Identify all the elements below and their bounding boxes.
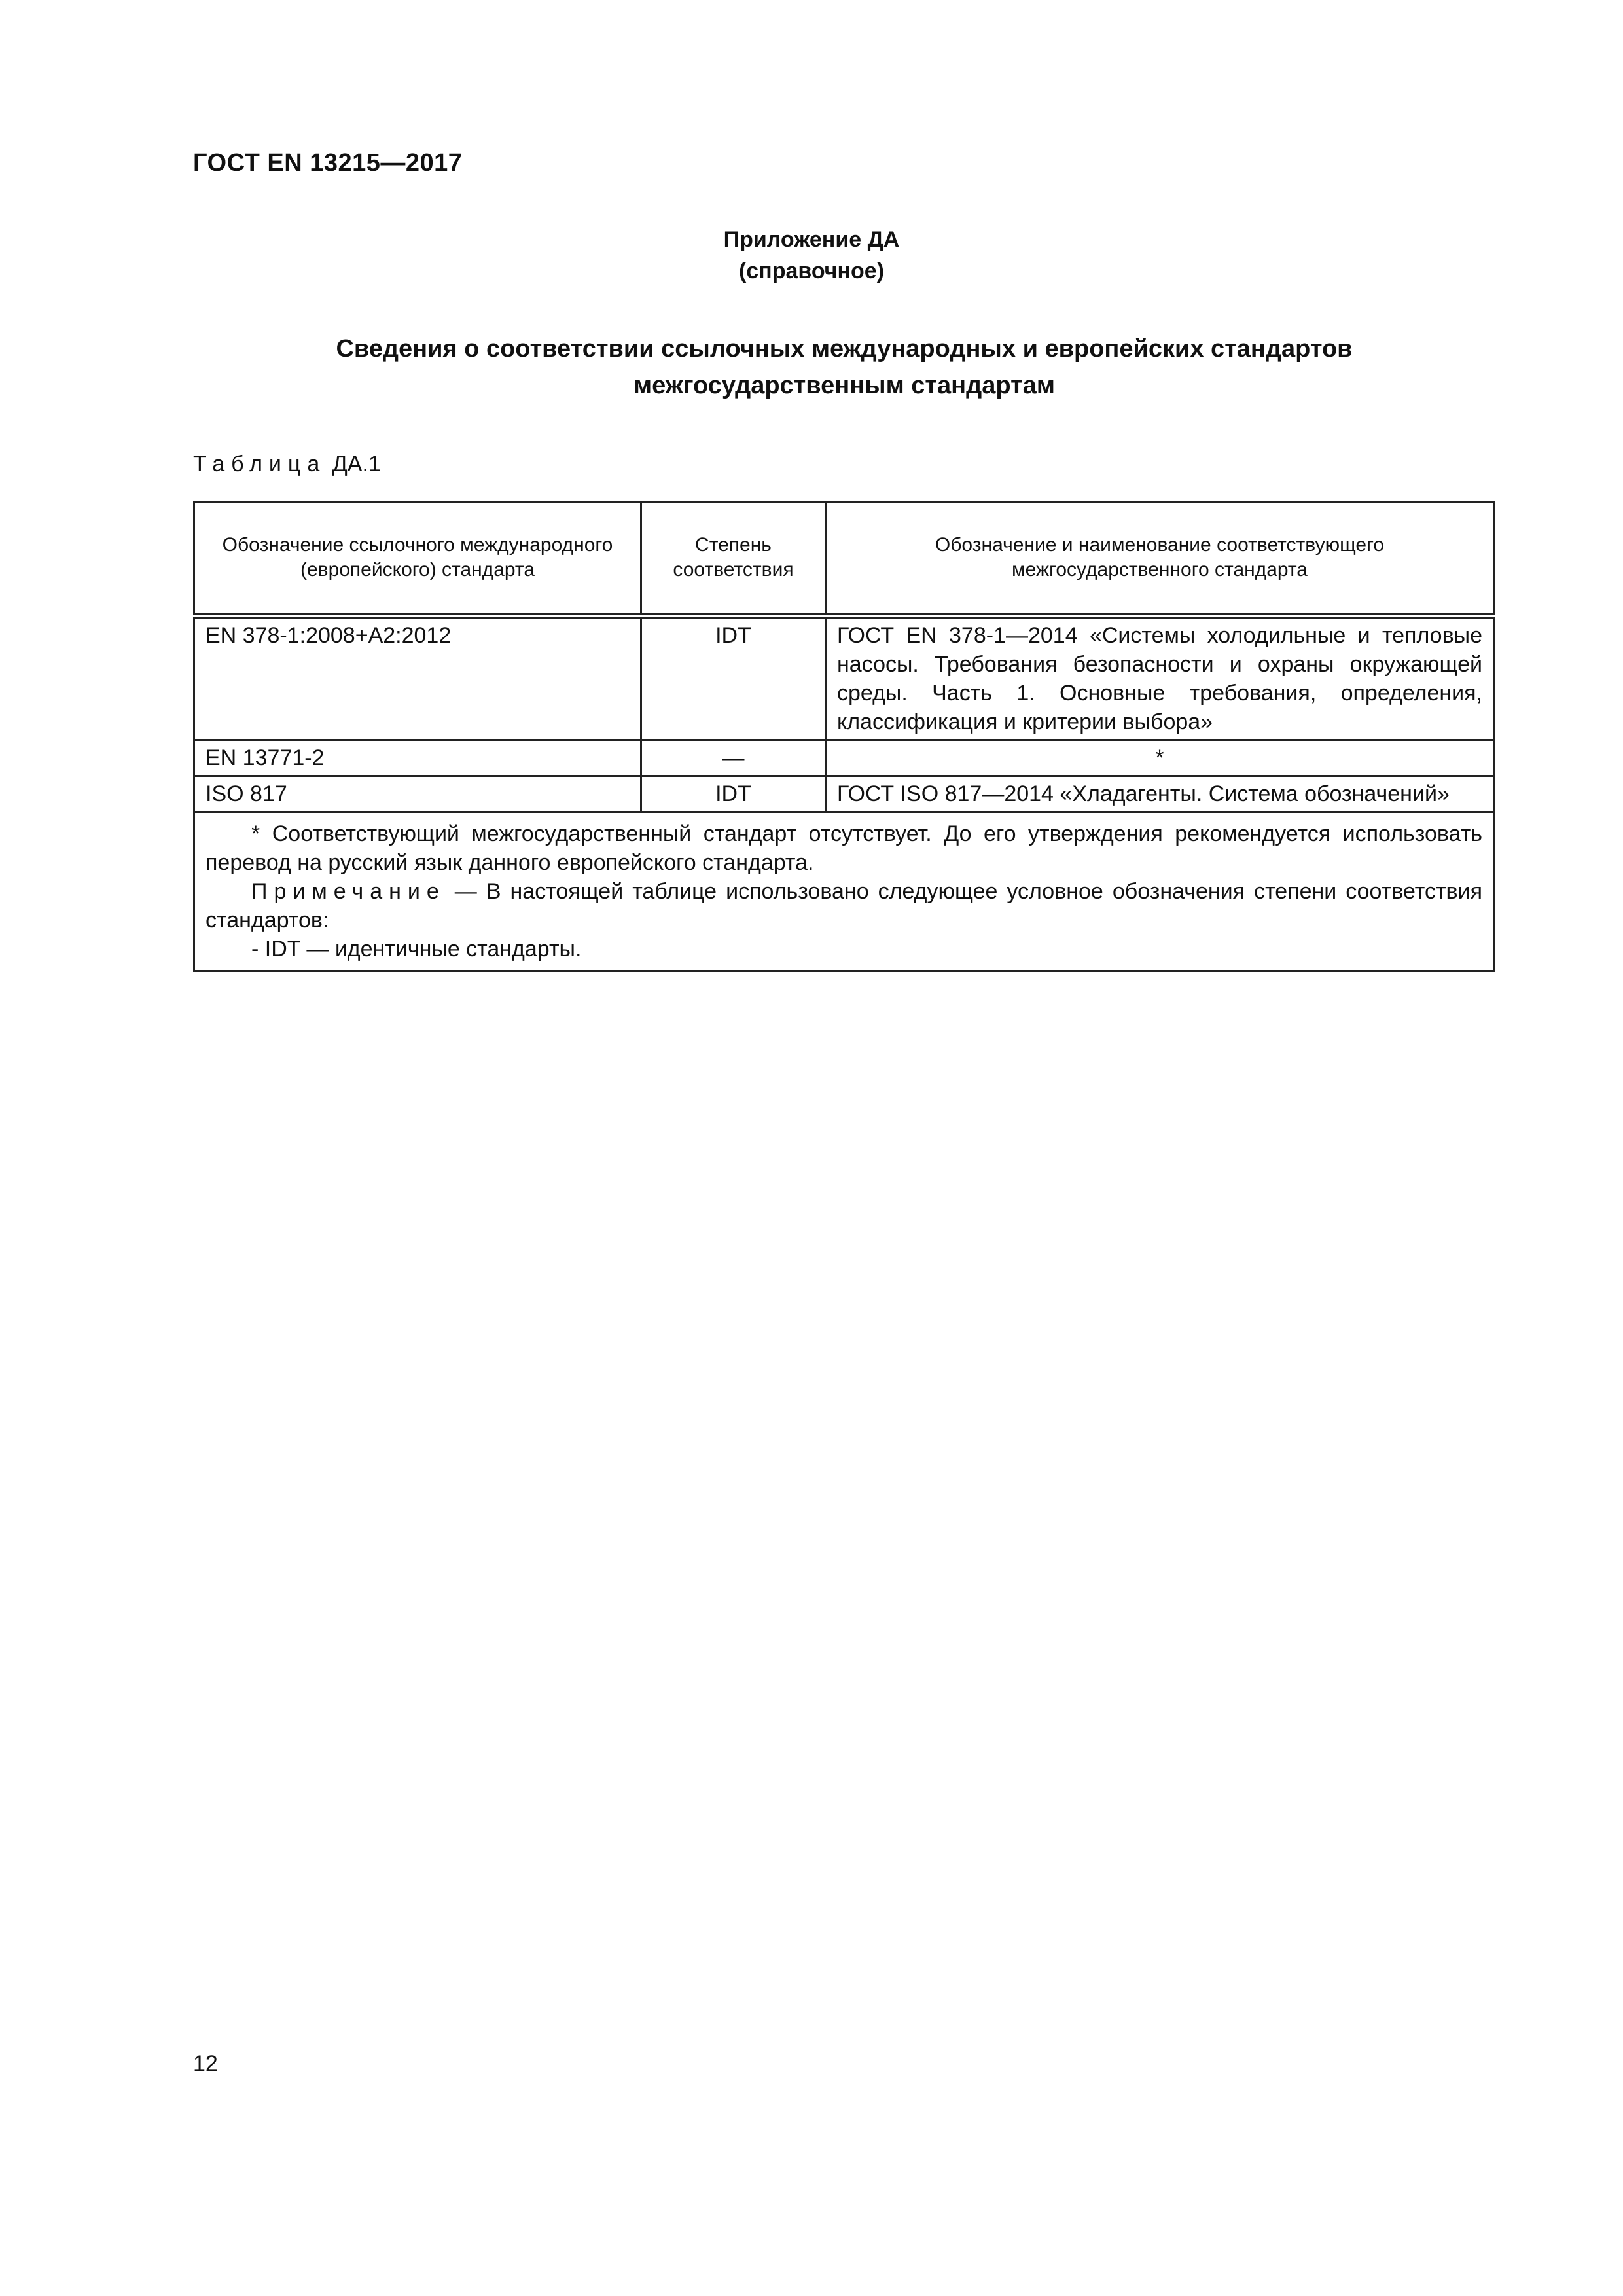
header-reference-standard: Обозначение ссылочного международного (европейского) стандарта [194,502,641,616]
footnote: * Соответствующий межгосударственный стандарт отсутствует. До его утверждения рекомендуется использовать перевод на русский язык данного европейского стандарта. [205,821,1482,875]
header-interstate-standard: Обозначение и наименование соответствующего межгосударственного стандарта [826,502,1494,616]
table-row [194,776,1494,812]
correspondence-table [193,501,1495,972]
annex-title-line-2: межгосударственным стандартам [633,372,1055,399]
annex-title-line-1: Сведения о соответствии ссылочных международных и европейских стандартов [336,335,1353,363]
page-number: 12 [193,2051,218,2076]
annex-label: Приложение ДА [723,227,900,252]
cell-reference: EN 378-1:2008+A2:2012 [194,616,641,740]
cell-national-standard: * [826,740,1494,776]
header-degree: Степень соответствия [641,502,826,616]
cell-reference: EN 13771-2 [194,740,641,776]
cell-degree: — [641,740,826,776]
table-caption-word: Таблица [193,452,327,476]
note-text: — В настоящей таблице использовано следующее условное обозначения степени соответствия стандартов: [205,879,1482,933]
table-caption-number: ДА.1 [332,452,381,476]
cell-degree: IDT [641,616,826,740]
note-item: - IDT — идентичные стандарты. [251,937,582,961]
cell-degree: IDT [641,776,826,812]
note-label: Примечание [251,879,446,904]
table-notes-row [194,812,1494,971]
table-row [194,616,1494,740]
cell-national-standard: ГОСТ EN 378-1—2014 «Системы холодильные и тепловые насосы. Требования безопасности и охраны окружающей среды. Часть 1. Основные требования, определения, классификация и критерии выбора» [826,616,1494,740]
table-row [194,740,1494,776]
cell-national-standard: ГОСТ ISO 817—2014 «Хладагенты. Система обозначений» [826,776,1494,812]
document-designation: ГОСТ EN 13215—2017 [193,149,463,177]
annex-type: (справочное) [738,259,885,283]
note [205,877,1482,935]
table-caption [193,452,381,477]
table-header-row [194,502,1494,616]
cell-reference: ISO 817 [194,776,641,812]
annex-heading [0,224,1623,287]
annex-title [0,331,1623,404]
table-notes [194,812,1494,971]
